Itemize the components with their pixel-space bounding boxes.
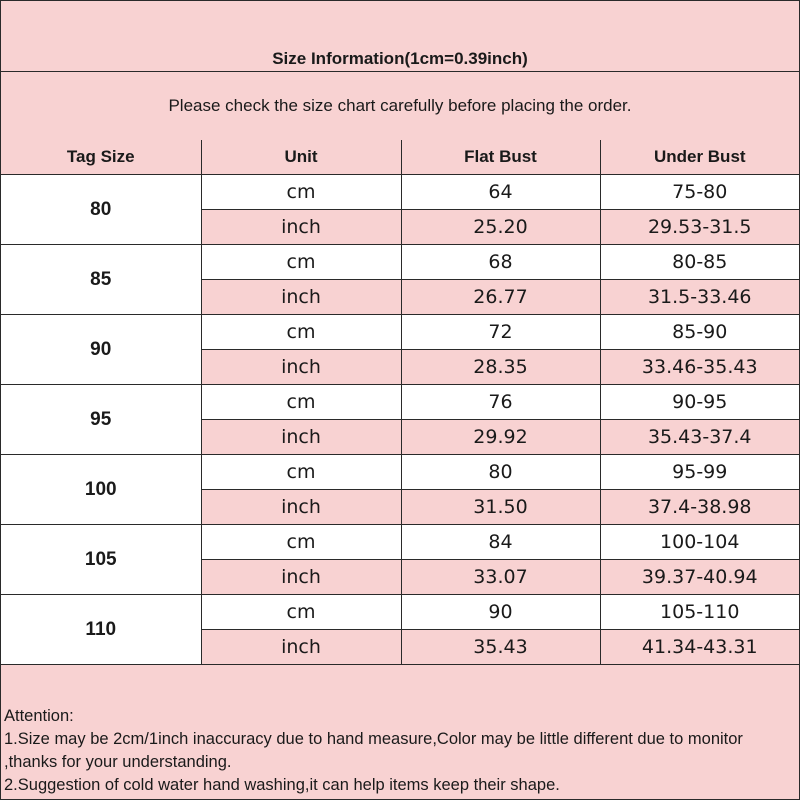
tag-size-cell: 105 <box>1 525 201 595</box>
attention-heading: Attention: <box>4 707 74 725</box>
unit-cell: cm <box>201 245 401 280</box>
flat-bust-cell: 76 <box>401 385 600 420</box>
flat-bust-cell: 64 <box>401 175 600 210</box>
unit-cell: cm <box>201 175 401 210</box>
tag-size-cell: 90 <box>1 315 201 385</box>
table-row <box>1 175 799 210</box>
flat-bust-cell: 35.43 <box>401 630 600 665</box>
under-bust-cell: 31.5-33.46 <box>600 280 799 315</box>
under-bust-cell: 33.46-35.43 <box>600 350 799 385</box>
flat-bust-cell: 25.20 <box>401 210 600 245</box>
under-bust-cell: 41.34-43.31 <box>600 630 799 665</box>
flat-bust-cell: 68 <box>401 245 600 280</box>
header-tag-size: Tag Size <box>1 140 201 175</box>
tag-size-cell: 85 <box>1 245 201 315</box>
tag-size-cell: 80 <box>1 175 201 245</box>
under-bust-cell: 37.4-38.98 <box>600 490 799 525</box>
unit-cell: inch <box>201 350 401 385</box>
table-row <box>1 525 799 560</box>
tag-size-cell: 110 <box>1 595 201 665</box>
table-row <box>1 595 799 630</box>
under-bust-cell: 90-95 <box>600 385 799 420</box>
unit-cell: cm <box>201 595 401 630</box>
flat-bust-cell: 29.92 <box>401 420 600 455</box>
flat-bust-cell: 90 <box>401 595 600 630</box>
flat-bust-cell: 84 <box>401 525 600 560</box>
table-row <box>1 455 799 490</box>
under-bust-cell: 39.37-40.94 <box>600 560 799 595</box>
under-bust-cell: 105-110 <box>600 595 799 630</box>
header-row <box>1 140 799 175</box>
size-info-title: Size Information(1cm=0.39inch) <box>272 49 528 68</box>
size-check-notice: Please check the size chart carefully before placing the order. <box>168 95 632 115</box>
flat-bust-cell: 72 <box>401 315 600 350</box>
flat-bust-cell: 33.07 <box>401 560 600 595</box>
under-bust-cell: 95-99 <box>600 455 799 490</box>
under-bust-cell: 29.53-31.5 <box>600 210 799 245</box>
size-table <box>1 140 799 665</box>
unit-cell: cm <box>201 315 401 350</box>
attention-notes <box>4 705 794 797</box>
under-bust-cell: 35.43-37.4 <box>600 420 799 455</box>
unit-cell: inch <box>201 560 401 595</box>
under-bust-cell: 80-85 <box>600 245 799 280</box>
attention-note-2: 2.Suggestion of cold water hand washing,it can help items keep their shape. <box>4 776 560 794</box>
notice-row <box>1 71 799 141</box>
unit-cell: inch <box>201 280 401 315</box>
tag-size-cell: 100 <box>1 455 201 525</box>
attention-note-1: 1.Size may be 2cm/1inch inaccuracy due to hand measure,Color may be little different due to monitor ,thanks for your understanding. <box>4 730 743 771</box>
under-bust-cell: 85-90 <box>600 315 799 350</box>
unit-cell: inch <box>201 420 401 455</box>
flat-bust-cell: 28.35 <box>401 350 600 385</box>
flat-bust-cell: 80 <box>401 455 600 490</box>
unit-cell: inch <box>201 210 401 245</box>
unit-cell: cm <box>201 455 401 490</box>
title-row <box>1 1 799 72</box>
flat-bust-cell: 31.50 <box>401 490 600 525</box>
table-row <box>1 315 799 350</box>
table-row <box>1 245 799 280</box>
unit-cell: cm <box>201 525 401 560</box>
under-bust-cell: 75-80 <box>600 175 799 210</box>
header-flat-bust: Flat Bust <box>401 140 600 175</box>
header-unit: Unit <box>201 140 401 175</box>
tag-size-cell: 95 <box>1 385 201 455</box>
unit-cell: inch <box>201 490 401 525</box>
unit-cell: cm <box>201 385 401 420</box>
flat-bust-cell: 26.77 <box>401 280 600 315</box>
under-bust-cell: 100-104 <box>600 525 799 560</box>
unit-cell: inch <box>201 630 401 665</box>
header-under-bust: Under Bust <box>600 140 799 175</box>
table-row <box>1 385 799 420</box>
